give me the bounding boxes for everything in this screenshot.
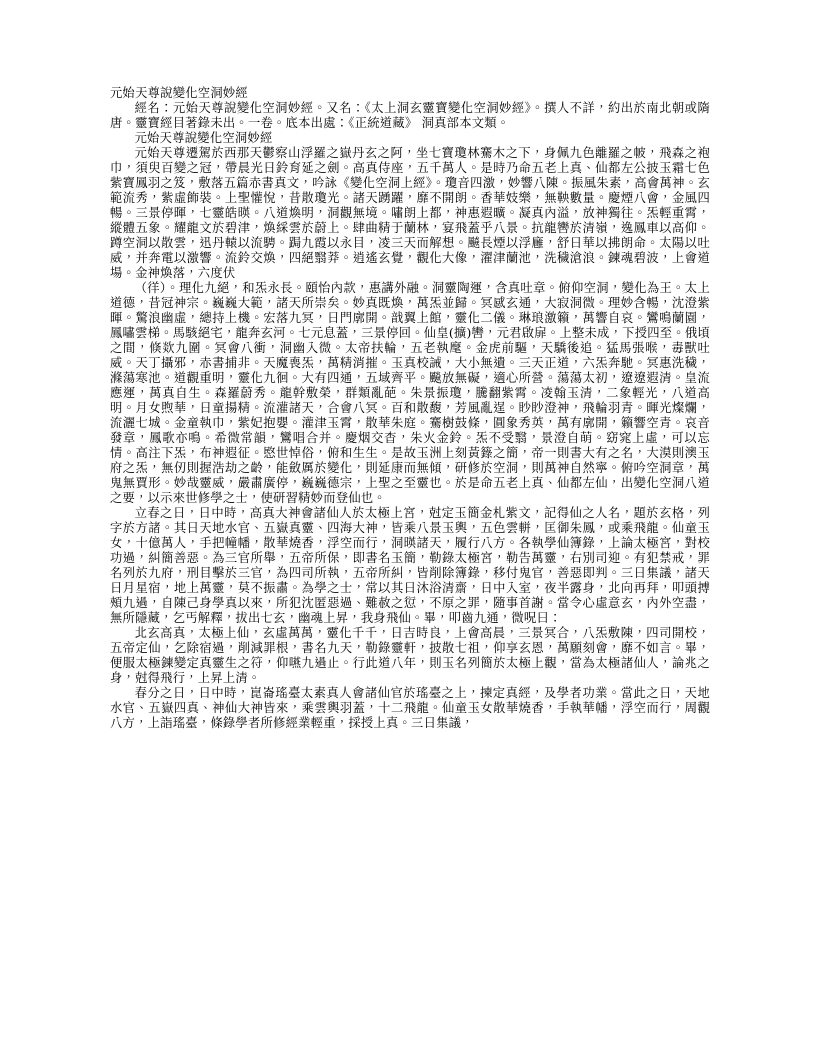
bibliographic-note: 經名：元始天尊說變化空洞妙經。又名：《太上洞玄靈寶變化空洞妙經》。撰人不詳，約出於南北朝或隋唐。靈寶經目著錄未出。一卷。底本出處：《正統道藏》 洞真部本文類。	[110, 101, 710, 130]
document-body	[110, 86, 710, 731]
body-paragraph-5: 春分之日，日中時，崑崙瑤臺太素真人會諸仙官於瑤臺之上，揀定真經，及學者功業。當此之日，天地水官、五嶽四真、神仙大神皆來，乘雲輿羽蓋，十二飛龍。仙童玉女散華燒香，手執華幡，浮空而行，周觀八方，上詣瑤臺，條錄學者所修經業輕重，採授上真。三日集議，	[110, 686, 710, 730]
body-paragraph-1: 元始天尊遷駕於西那天鬱察山浮羅之嶽丹玄之阿，坐七寶瓊林騫木之下，身佩九色離羅之帔，飛森之袍巾，須臾百變之冠，帶晨光日鈴育延之劍。高真侍座，五千萬人。是時乃命五老上真、仙都左公披玉霜七色紫寶鳳羽之笈，敷落五篇赤書真文，吟詠《變化空洞上經》。瓊音四激，妙響八陳。振風朱素，高會萬神。玄範流秀，紫虛飾裝。上聖懽悅，昔散瓊光。諸天踴躍，靡不開朗。香華妓樂，無鞅數量。慶煙八會，金風四暢。三景停暉，七靈皓暎。八道煥明，洞觀無境。嘯朗上都，神惠遐曠。凝真內溢，放神獨往。炁輕重霄，縱體五象。耀龍文於碧津，煥綵雲於蔚上。肆曲精于蘭林，宴飛蓋乎八景。抗龍轡於清嶺，逸鳳車以高仰。蹲空洞以散雲，迅丹轅以流騁。跼九霞以永目，凌三天而解想。飇長煙以浮廱，舒日華以拂朗命。太陽以吐威，并奔電以激響。流鈴交煥，四絕翳莽。逍遙玄覺，觀化大像，濯津蘭池，洗穢滄浪。鍊魂碧波，上會道場。金神煥落，六度伏	[110, 146, 710, 280]
inner-title: 元始天尊說變化空洞妙經	[134, 131, 273, 145]
body-paragraph-3: 立春之日，日中時，高真大神會諸仙人於太極上宮，尅定玉簡金札紫文，記得仙之人名，題於玄格，列字於方諸。其日天地水官、五嶽真靈、四海大神，皆乘八景玉輿，五色雲軿，匡御朱鳳，或乘飛龍。仙童玉女，十億萬人，手把幢幡，散華燒香，浮空而行，洞暎諸天，履行八方。各執學仙簿錄，上論太極宮，對校功過，糾簡善惡。為三官所舉，五帝所保，即書名玉簡，勒錄太極宮，勒告萬靈，右別司迎。有犯禁戒，罪名列於九府，刑目擊於三官，為四司所執，五帝所糾，皆削除簿錄，移付鬼官，善惡即判。三日集議，諸天日月星宿，地上萬靈，莫不振肅。為學之士，常以其日沐浴清齋，日中入室，夜半露身，北向再拜，叩頭搏頰九過，自陳己身學真以來，所犯沈匿惡過、難赦之愆，不原之罪，隨事首謝。當令心虛意玄，內外空盡，無所隱藏，乞丐解釋，拔出七玄，幽魂上昇，我身飛仙。畢，叩齒九通，微呪曰：	[110, 506, 710, 625]
document-heading: 元始天尊說變化空洞妙經	[110, 86, 248, 100]
body-paragraph-2: （徉）。理化九絕，和炁永長。頤怡內款，惠講外融。洞靈陶運，含真吐章。俯仰空洞，變化為王。太上道德，昔冠神宗。巍巍大範，諸天所崇矣。妙真既煥，萬炁並歸。冥感玄通，大寂洞微。理妙含暢，沈澄紫暉。驚浪幽虛，總持上機。宏落九冥，日門廓開。戠翼上館，靈化二儀。琳琅激籟，萬響自哀。鸞鳴蘭園，鳳嘯雲梯。馬駭絕宅，龍奔玄河。七元息蓋，三景停回。仙皇(擴)轡，元君啟扉。上整未成，下授四至。俄頃之間，倏欻九圍。冥會八衝，洞幽入微。太帝扶輪，五老執麾。金虎前驅，天驕後追。猛馬張喉，毒獸吐威。天丁攝邪，赤書捕非。天魔喪炁，萬精消摧。玉真校誡，大小無遺。三天正道，六炁奔馳。冥惠洗穢，滌蕩寒池。道觀重明，靈化九徊。大有四通，五域齊平。飈放無礙，適心所營。蕩蕩太初，遼遼遐清。皇流應運，萬真自生。森羅蔚秀。龍幹敷榮，群類亂葩。朱景振瓊，騰翻紫霄。凌翰玉清，二象輕光，八道高明。月女煦華，日童揚精。流灌諸天，合會八冥。百和散馥，芳風亂逞。眇眇澄神，飛輪羽青。暉光燦爛，流灑七城。金童執巾，紫妃抱嬰。灌津玉霄，散華朱庭。騫樹鼓條，圓象秀英，萬有廓開，籟響空青。哀音發章，鳳歌亦鳴。希微常韻，鸞唱合并。慶烟交杳，朱火金鈴。炁不受翳，景澄自萌。窈窕上虛，可以忘情。高注下炁，布神遐征。愍世悼俗，俯和生生。是故玉洲上刻黃籙之簡，帝一則書大有之名，大漠則澳玉府之炁，無仞則握浩劫之齡，能斂厲於變化，則延康而無傾，研修於空洞，則萬神自然寧。俯吟空洞章，萬鬼無賈形。妙哉靈威，嚴肅廣停，巍巍德宗，上聖之至靈也。於是命五老上真、仙都左仙，出變化空洞八道之要，以示來世修學之士，使研習精妙而登仙也。	[110, 281, 710, 505]
body-paragraph-4: 北玄高真，太極上仙，玄虛萬萬，靈化千千，日吉時良，上會高晨，三景冥合，八炁敷陳，四司開校，五帝定仙，乞除宿過，削減罪根，書名九天，勒錄靈軒，披散七祖，仰享玄恩，萬願刻會，靡不如言。畢，便服太極鍊變定真靈生之符，仰嚥九過止。行此道八年，則玉名列簡於太極上觀，當為太極諸仙人，論兆之身，尅得飛行，上昇上清。	[110, 626, 710, 685]
